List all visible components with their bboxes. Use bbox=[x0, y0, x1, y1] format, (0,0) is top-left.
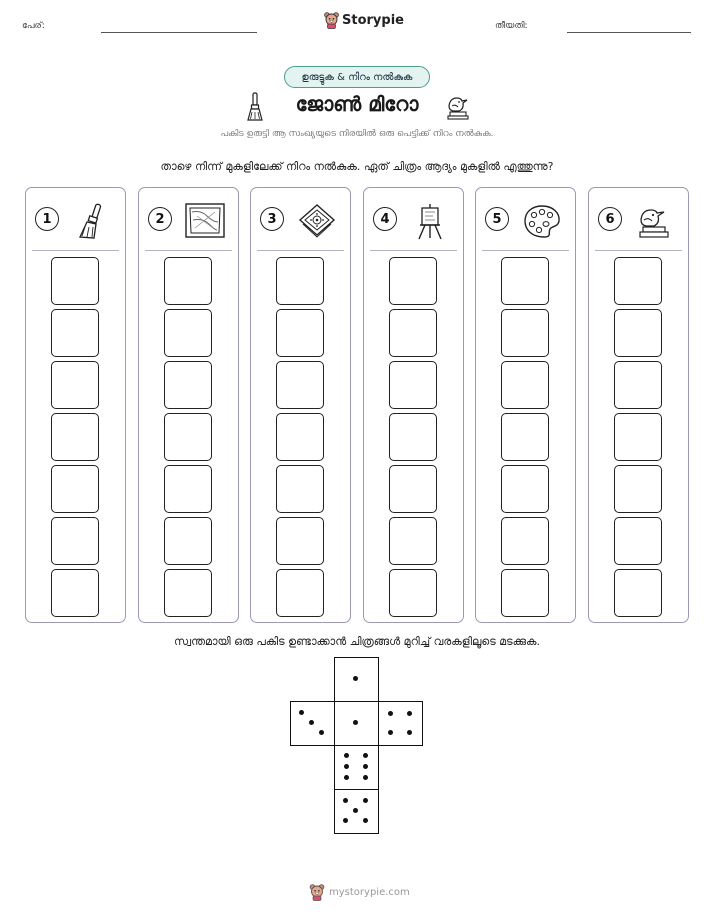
color-box[interactable] bbox=[164, 517, 212, 565]
column-number: 4 bbox=[373, 207, 397, 231]
instruction-text: താഴെ നിന്ന് മുകളിലേക്ക് നിറം നൽകുക. ഏത് ചിത്രം ആദ്യം മുകളിൽ എത്തുന്നു? bbox=[160, 160, 554, 173]
page-title: ജോൺ മിറോ bbox=[295, 92, 419, 116]
color-box[interactable] bbox=[389, 361, 437, 409]
color-box[interactable] bbox=[389, 413, 437, 461]
column-number: 2 bbox=[148, 207, 172, 231]
color-box[interactable] bbox=[276, 309, 324, 357]
color-box[interactable] bbox=[164, 413, 212, 461]
color-box[interactable] bbox=[276, 361, 324, 409]
color-box[interactable] bbox=[614, 465, 662, 513]
column-1 bbox=[25, 187, 126, 623]
brand-logo bbox=[324, 12, 404, 29]
color-box[interactable] bbox=[164, 257, 212, 305]
color-box[interactable] bbox=[501, 309, 549, 357]
color-box[interactable] bbox=[501, 413, 549, 461]
color-box[interactable] bbox=[164, 309, 212, 357]
bird-sculpture-icon bbox=[635, 202, 675, 240]
color-box[interactable] bbox=[51, 309, 99, 357]
column-4 bbox=[363, 187, 464, 623]
color-box[interactable] bbox=[51, 569, 99, 617]
color-box[interactable] bbox=[51, 413, 99, 461]
activity-tag: ഉരുട്ടുക & നിറം നൽകുക bbox=[284, 66, 430, 88]
color-box[interactable] bbox=[51, 361, 99, 409]
column-3 bbox=[250, 187, 351, 623]
color-box[interactable] bbox=[614, 569, 662, 617]
dice-face-6[interactable] bbox=[334, 745, 379, 790]
color-box[interactable] bbox=[276, 569, 324, 617]
color-box[interactable] bbox=[501, 569, 549, 617]
bird-sculpture-icon bbox=[444, 92, 474, 120]
canvas-painting-icon bbox=[185, 202, 225, 240]
color-box[interactable] bbox=[51, 257, 99, 305]
column-number: 6 bbox=[598, 207, 622, 231]
paintbrush-icon bbox=[72, 202, 112, 240]
craft-instruction: സ്വന്തമായി ഒരു പകിട ഉണ്ടാക്കാൻ ചിത്രങ്ങൾ മുറിച്ച് വരകളിലൂടെ മടക്കുക. bbox=[174, 635, 540, 648]
color-box[interactable] bbox=[51, 517, 99, 565]
color-box[interactable] bbox=[614, 309, 662, 357]
color-box[interactable] bbox=[276, 517, 324, 565]
color-box[interactable] bbox=[389, 569, 437, 617]
page-subtitle: പകിട ഉരുട്ടി ആ സംഖ്യയുടെ നിരയിൽ ഒരു പെട്ടിക്ക് നിറം നൽകുക. bbox=[220, 129, 494, 139]
color-box[interactable] bbox=[614, 257, 662, 305]
dice-face-5[interactable] bbox=[334, 789, 379, 834]
color-box[interactable] bbox=[501, 465, 549, 513]
column-number: 5 bbox=[485, 207, 509, 231]
color-box[interactable] bbox=[276, 413, 324, 461]
color-box[interactable] bbox=[614, 361, 662, 409]
color-box[interactable] bbox=[276, 257, 324, 305]
color-box[interactable] bbox=[389, 309, 437, 357]
color-box[interactable] bbox=[276, 465, 324, 513]
color-box[interactable] bbox=[389, 257, 437, 305]
bear-mascot-icon bbox=[324, 12, 339, 29]
color-box[interactable] bbox=[164, 361, 212, 409]
brand-name: Storypie bbox=[342, 13, 404, 28]
color-box[interactable] bbox=[501, 517, 549, 565]
color-box[interactable] bbox=[164, 465, 212, 513]
color-box[interactable] bbox=[501, 257, 549, 305]
color-box[interactable] bbox=[389, 517, 437, 565]
column-5 bbox=[475, 187, 576, 623]
dice-face-3[interactable] bbox=[290, 701, 335, 746]
column-number: 1 bbox=[35, 207, 59, 231]
palette-icon bbox=[522, 202, 562, 240]
date-line[interactable] bbox=[567, 32, 691, 33]
bear-mascot-icon bbox=[309, 884, 325, 901]
easel-icon bbox=[410, 202, 450, 240]
column-2 bbox=[138, 187, 239, 623]
date-label: തീയതി: bbox=[495, 21, 528, 31]
column-6 bbox=[588, 187, 689, 623]
footer-url[interactable]: mystorypie.com bbox=[329, 887, 410, 898]
name-label: പേര്: bbox=[22, 21, 45, 31]
color-box[interactable] bbox=[614, 413, 662, 461]
column-number: 3 bbox=[260, 207, 284, 231]
dice-face-4[interactable] bbox=[378, 701, 423, 746]
color-box[interactable] bbox=[164, 569, 212, 617]
tile-icon bbox=[297, 202, 337, 240]
footer bbox=[309, 884, 410, 901]
color-box[interactable] bbox=[501, 361, 549, 409]
color-box[interactable] bbox=[51, 465, 99, 513]
dice-face-1-center[interactable] bbox=[334, 701, 379, 746]
color-box[interactable] bbox=[389, 465, 437, 513]
name-line[interactable] bbox=[101, 32, 257, 33]
dice-face-1[interactable] bbox=[334, 657, 379, 702]
color-box[interactable] bbox=[614, 517, 662, 565]
